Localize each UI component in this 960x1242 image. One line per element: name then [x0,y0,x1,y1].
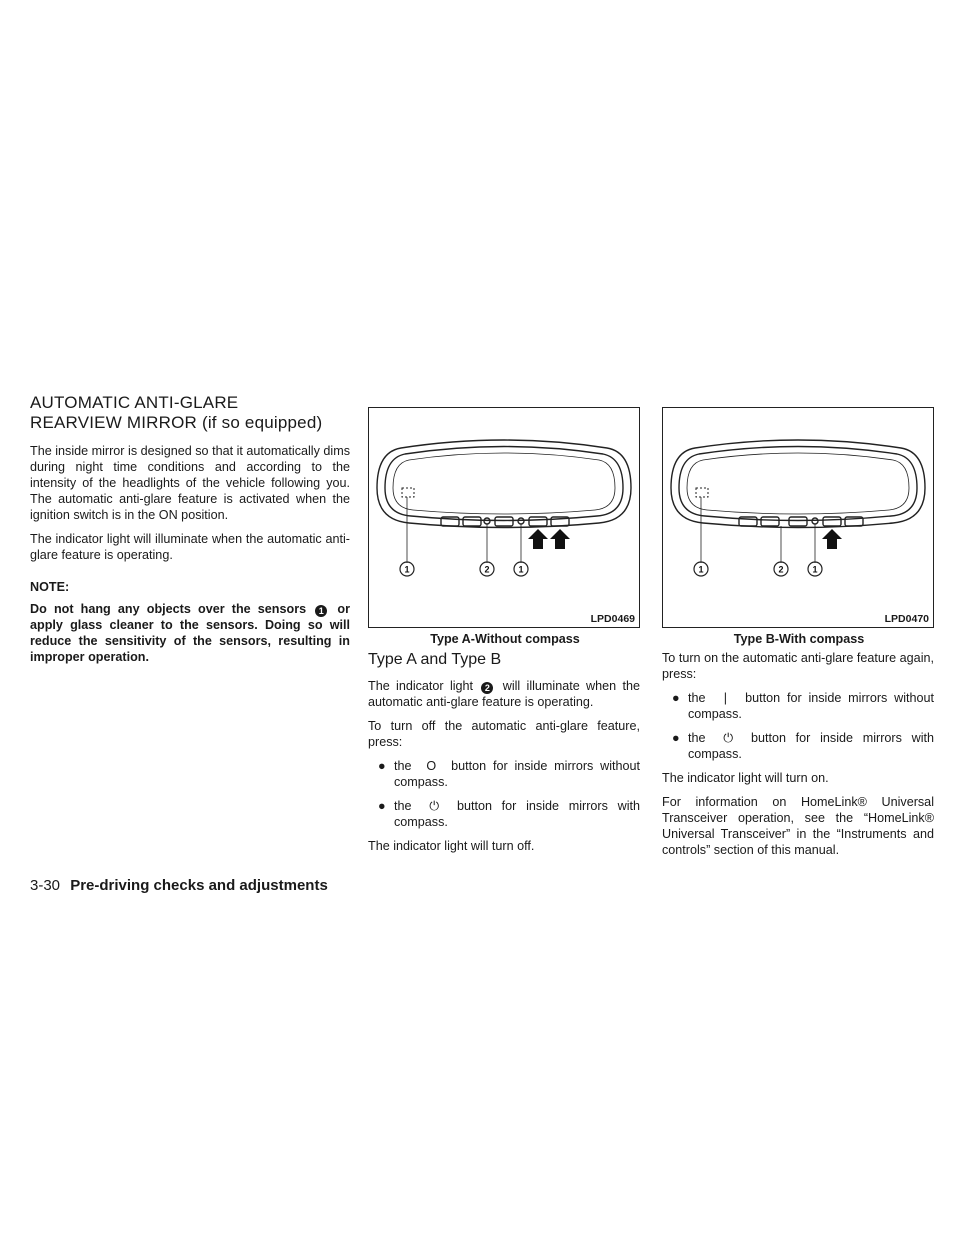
section-title [30,393,350,433]
column-left [30,393,350,673]
figure-code: LPD0469 [590,613,635,625]
item-text-pre: the [688,691,706,705]
turn-off-list [368,758,640,830]
item-text-pre: the [688,731,706,745]
column-middle [368,650,640,862]
sensor-number-badge: 1 [315,605,327,617]
item-text-pre: the [394,759,412,773]
callout-indicator-2: 2 [484,564,490,575]
mirror-type-a-illustration [369,408,639,627]
bullet: ● [378,799,386,813]
subsection-title: Type A and Type B [368,651,502,668]
section-title-line2: REARVIEW MIRROR (if so equipped) [30,413,323,432]
item-text-pre: the [394,799,412,813]
turn-off-intro: To turn off the automatic anti-glare feature, press: [368,719,640,749]
page-number: 3-30 [30,877,61,894]
item-text-post: button for inside mirrors with compass. [394,799,640,829]
figure-code: LPD0470 [884,613,929,625]
bullet: ● [378,759,386,773]
bullet: ● [672,691,680,705]
list-item [368,758,640,790]
indicator-text-pre: The indicator light [368,679,474,693]
intro-paragraph: The inside mirror is designed so that it automatically dims during night time conditions and according to the intensity of the headlights of the vehicle following you. The automatic anti-glare feature is activated when the ignition switch is in the ON position. [30,444,350,522]
note-heading: NOTE: [30,580,70,594]
indicator-paragraph [368,678,640,710]
list-item [368,798,640,830]
item-text-post: button for inside mirrors without compass. [688,691,935,721]
indicator-text-post: will illuminate when the automatic anti-glare feature is operating. [368,679,640,709]
power-icon: ⏻ [723,731,734,745]
note-body [30,601,350,665]
turn-on-list [662,690,934,762]
power-icon: ⏻ [429,799,440,813]
off-button-glyph: O [426,759,437,773]
list-item [662,690,934,722]
indicator-paragraph: The indicator light will illuminate when the automatic anti-glare feature is operating. [30,532,350,562]
callout-indicator-2: 2 [778,564,784,575]
callout-sensor-1b: 1 [812,564,818,575]
callout-sensor-1: 1 [698,564,704,575]
turn-off-result: The indicator light will turn off. [368,839,535,853]
callout-sensor-1: 1 [404,564,410,575]
figure-caption-b: Type B-With compass [733,632,865,646]
callout-sensor-1b: 1 [518,564,524,575]
figure-type-b [662,407,934,628]
figure-type-a [368,407,640,628]
bullet: ● [672,731,680,745]
on-button-glyph: | [723,691,727,705]
figure-caption-a: Type A-Without compass [430,632,580,646]
column-right [662,650,934,866]
section-title-line1: AUTOMATIC ANTI-GLARE [30,393,239,412]
footer-section-name: Pre-driving checks and adjustments [70,877,328,894]
note-text-pre: Do not hang any objects over the sensors [30,602,307,616]
note-text-post: or apply glass cleaner to the sensors. Doing so will reduce the sensitivity of the sensors, resulting in improper operation. [30,602,351,664]
turn-on-result: The indicator light will turn on. [662,771,829,785]
indicator-number-badge: 2 [481,682,493,694]
list-item [662,730,934,762]
homelink-paragraph: For information on HomeLink® Universal Transceiver operation, see the “HomeLink® Universal Transceiver” in the “Instruments and controls” section of this manual. [662,795,934,857]
turn-on-intro: To turn on the automatic anti-glare feature again, press: [662,651,934,681]
page-footer [30,876,328,896]
mirror-type-b-illustration [663,408,933,627]
item-text-post: button for inside mirrors with compass. [688,731,934,761]
item-text-post: button for inside mirrors without compass. [394,759,641,789]
